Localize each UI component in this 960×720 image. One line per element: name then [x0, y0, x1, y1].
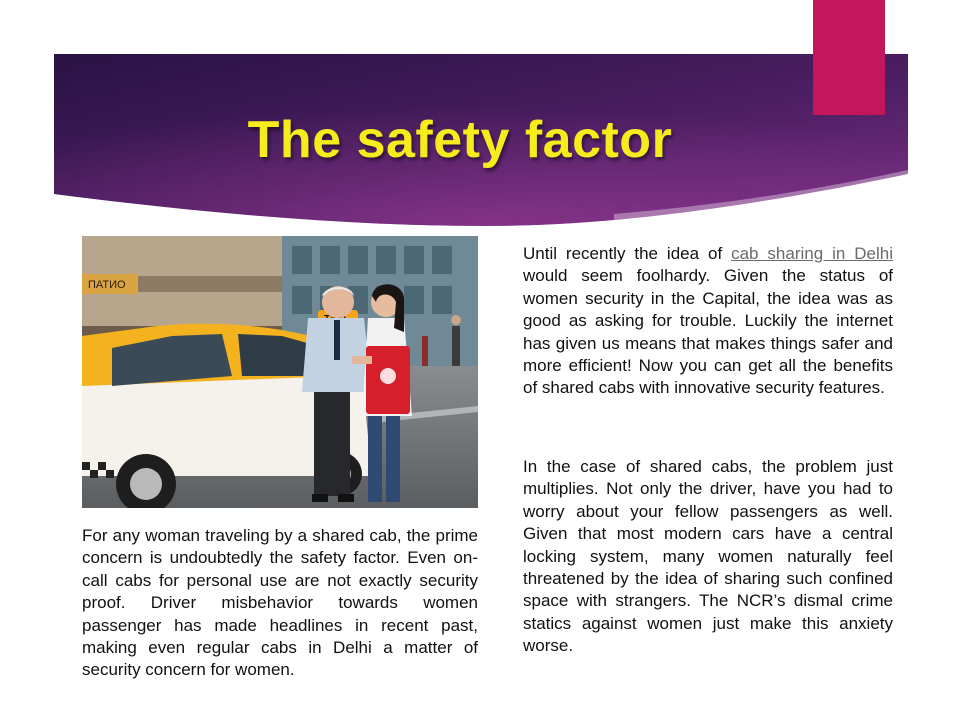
shop-sign-text: ПАТИО — [88, 279, 126, 291]
accent-bar — [813, 0, 885, 115]
left-paragraph: For any woman traveling by a shared cab, the prime concern is undoubtedly the safety factor. Even on-call cabs for personal use are not exactly security proof. Driver misbehavior towards women passenger has made headlines in recent past, making even regular cabs in Delhi a matter of security concern for women. — [82, 526, 478, 680]
slide-title: The safety factor — [247, 111, 673, 169]
right-paragraph-2: In the case of shared cabs, the problem just multiplies. Not only the driver, have you had to worry about your fellow passengers as well. Given that most modern cars have a central locking system, many women naturally feel threatened by the idea of sharing such confined space with strangers. The NCR’s dismal crime statics against women just make this anxiety worse. — [523, 457, 893, 656]
right-paragraph-1 — [523, 243, 893, 400]
cab-sharing-link[interactable]: cab sharing in Delhi — [731, 244, 893, 263]
paragraph-text-before-link: Until recently the idea of — [523, 244, 732, 263]
taxi-photo — [82, 236, 478, 508]
paragraph-text-after-link: would seem foolhardy. Given the status of women security in the Capital, the idea was as good as asking for trouble. Luckily the internet has given us means that makes things safer and more efficient! Now you can get all the benefits of shared cabs with innovative security features. — [523, 266, 893, 398]
taxi-scene-illustration — [82, 236, 478, 508]
